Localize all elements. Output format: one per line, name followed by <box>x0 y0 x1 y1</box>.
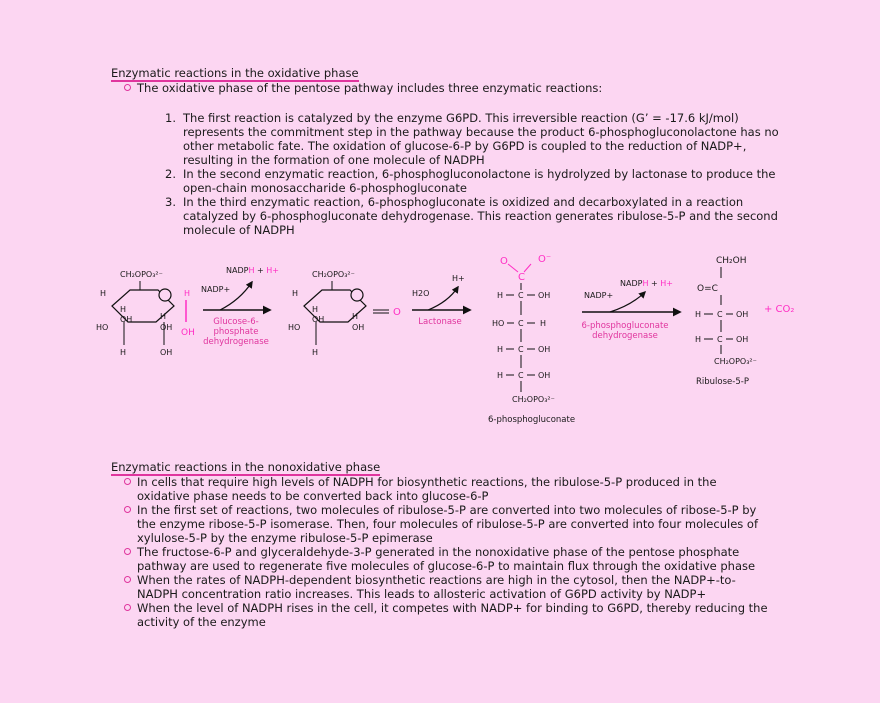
atom-label: OH <box>160 348 173 357</box>
svg-text:NADPH + H+: NADPH + H+ <box>620 279 673 288</box>
ch2-group: CH₂OPO₃²⁻ <box>512 395 555 404</box>
oxidative-intro-list <box>124 81 602 95</box>
oxidative-intro: The oxidative phase of the pentose pathway includes three enzymatic reactions: <box>124 81 602 95</box>
molecule-label: Ribulose-5-P <box>696 377 749 387</box>
atom-label: H <box>160 312 167 321</box>
6-phosphogluconolactone <box>288 270 401 357</box>
atom-label: H <box>497 291 504 300</box>
atom-label: OH <box>538 345 551 354</box>
atom-label: H <box>695 335 702 344</box>
atom-label: C <box>518 291 524 300</box>
atom-label: H <box>540 319 547 328</box>
atom-label: OH <box>312 315 325 324</box>
cofactor-out: H+ <box>452 274 465 283</box>
atom-label: H <box>497 371 504 380</box>
atom-label-highlight: O <box>393 307 401 318</box>
atom-label: C <box>518 319 524 328</box>
ch2-group: CH₂OPO₃²⁻ <box>312 270 355 279</box>
atom-label: OH <box>120 315 133 324</box>
enzyme-label: dehydrogenase <box>592 331 658 341</box>
list-item: In cells that require high levels of NADPH for biosynthetic reactions, the ribulose-5-P produced in the oxidative phase needs to be converted back into glucose-6-P <box>124 475 784 503</box>
atom-label-highlight: OH <box>181 328 195 338</box>
atom-label: H <box>120 348 127 357</box>
atom-label-highlight: O <box>500 256 508 267</box>
atom-label: H <box>312 348 319 357</box>
bullet-icon <box>124 84 131 91</box>
cofactor-in: NADP+ <box>201 285 231 294</box>
atom-label: OH <box>352 323 365 332</box>
enzyme-label: dehydrogenase <box>203 337 269 347</box>
nonoxidative-heading: Enzymatic reactions in the nonoxidative phase <box>111 460 381 474</box>
co2-product: + CO₂ <box>764 304 795 315</box>
atom-label: OH <box>538 291 551 300</box>
atom-label: OH <box>736 310 749 319</box>
enzyme-label: Lactonase <box>418 317 462 327</box>
svg-text:NADPH + H+: NADPH + H+ <box>226 266 279 275</box>
enzyme-label: Glucose-6- <box>213 317 259 327</box>
ch2-group: CH₂OPO₃²⁻ <box>120 270 163 279</box>
bullet-icon <box>124 548 131 555</box>
atom-label: OH <box>538 371 551 380</box>
oxidative-heading: Enzymatic reactions in the oxidative phase <box>111 66 359 80</box>
atom-label: C <box>518 345 524 354</box>
ch2-group: CH₂OH <box>716 256 747 266</box>
atom-label: H <box>292 289 299 298</box>
step-item: 3. In the third enzymatic reaction, 6-phosphogluconate is oxidized and decarboxylated in a reaction catalyzed by 6-phosphogluconate dehydrogenase. This reaction generates ribulose-5-P and the second molecule of NADPH <box>165 195 778 237</box>
list-item: When the level of NADPH rises in the cell, it competes with NADP+ for binding to G6PD, thereby reducing the activity of the enzyme <box>124 601 784 629</box>
pathway-diagram <box>0 245 880 435</box>
list-item: In the first set of reactions, two molecules of ribulose-5-P are converted into two molecules of ribose-5-P by the enzyme ribose-5-P isomerase. Then, four molecules of ribulose-5-P are converted into four molecules of xylulose-5-P by the enzyme ribulose-5-P epimerase <box>124 503 784 545</box>
atom-label: H <box>695 310 702 319</box>
atom-label: H <box>497 345 504 354</box>
ch2-group: CH₂OPO₃²⁻ <box>714 357 757 366</box>
step-item: 1. The first reaction is catalyzed by the enzyme G6PD. This irreversible reaction (G’ = -17.6 kJ/mol) represents the commitment step in the pathway because the product 6-phosphogluconolactone has no other metabolic fate. The oxidation of glucose-6-P by G6PD is coupled to the reduction of NADP+, resulting in the formation of one molecule of NADPH <box>165 111 779 167</box>
list-item: The fructose-6-P and glyceraldehyde-3-P generated in the nonoxidative phase of the pentose phosphate pathway are used to regenerate five molecules of glucose-6-P to maintain flux through the oxidative phase <box>124 545 784 573</box>
nonoxidative-list <box>124 475 784 629</box>
list-item: When the rates of NADPH-dependent biosynthetic reactions are high in the cytosol, then the NADP+-to- NADPH concentration ratio increases. This leads to allosteric activation of G6PD activity by NADP+ <box>124 573 784 601</box>
atom-label: HO <box>96 323 109 332</box>
6-phosphogluconate <box>488 254 575 425</box>
atom-label: H <box>312 305 319 314</box>
atom-label: O=C <box>697 284 718 294</box>
reaction-step-1 <box>201 266 279 347</box>
step-item: 2. In the second enzymatic reaction, 6-phosphogluconolactone is hydrolyzed by lactonase to produce the open-chain monosaccharide 6-phosphogluconate <box>165 167 776 195</box>
atom-label: HO <box>288 323 301 332</box>
atom-label: H <box>100 289 107 298</box>
atom-label: C <box>717 310 723 319</box>
bullet-icon <box>124 478 131 485</box>
atom-label: C <box>717 335 723 344</box>
enzyme-label: 6-phosphogluconate <box>581 321 669 331</box>
atom-label-highlight: C <box>518 272 525 283</box>
atom-label: OH <box>736 335 749 344</box>
ribulose-5-phosphate <box>695 256 794 387</box>
atom-label: H <box>352 312 359 321</box>
reaction-step-3 <box>581 279 680 341</box>
bullet-icon <box>124 506 131 513</box>
atom-label: OH <box>160 323 173 332</box>
cofactor-in: H2O <box>412 289 430 298</box>
oxidative-steps <box>165 111 790 237</box>
reaction-step-2 <box>412 274 470 327</box>
atom-label: H <box>120 305 127 314</box>
bullet-icon <box>124 604 131 611</box>
molecule-label: 6-phosphogluconate <box>488 415 576 425</box>
atom-label-highlight: O⁻ <box>538 254 552 265</box>
atom-label-highlight: H <box>184 289 191 298</box>
atom-label: C <box>518 371 524 380</box>
bullet-icon <box>124 576 131 583</box>
atom-label: HO <box>492 319 505 328</box>
enzyme-label: phosphate <box>213 327 259 337</box>
glucose-6-phosphate <box>96 270 195 357</box>
cofactor-in: NADP+ <box>584 291 614 300</box>
